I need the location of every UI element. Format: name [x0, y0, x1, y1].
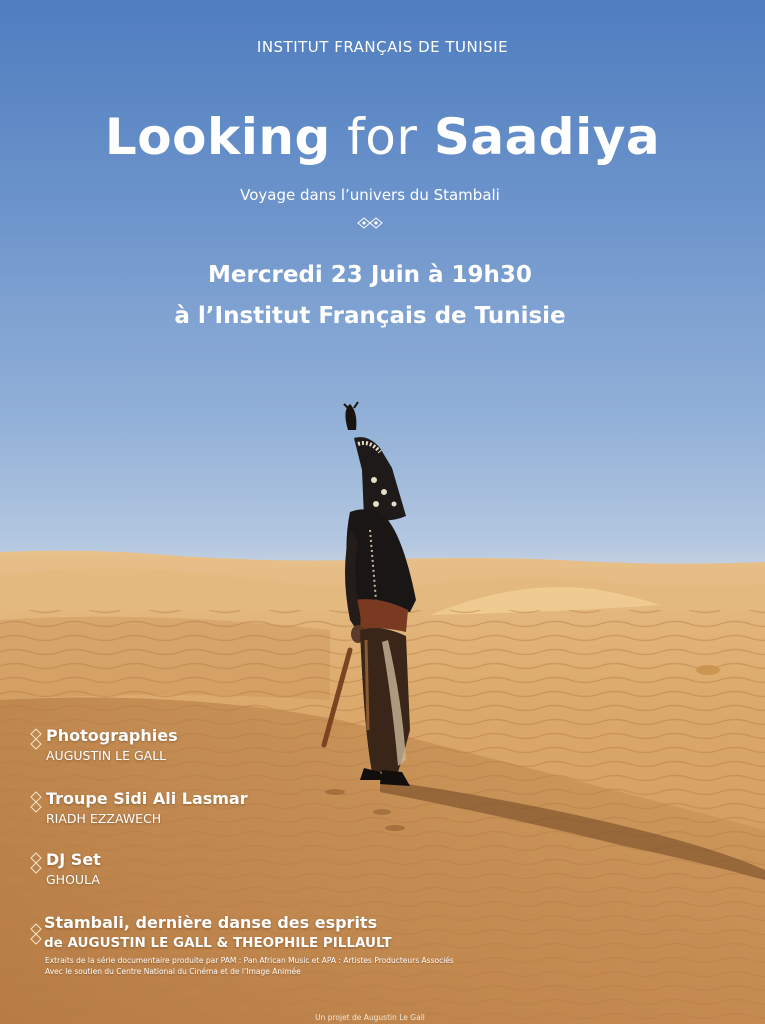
- title-word-for: for: [347, 108, 418, 166]
- support-note: Avec le soutien du Centre National du Cinéma et de l’Image Animée: [45, 967, 301, 976]
- diamond-bullet-icon: [30, 852, 42, 874]
- event-venue: à l’Institut Français de Tunisie: [174, 303, 566, 329]
- title-word-looking: Looking: [104, 108, 331, 166]
- credit-name: de AUGUSTIN LE GALL & THEOPHILE PILLAULT: [44, 935, 392, 951]
- title-word-saadiya: Saadiya: [433, 108, 661, 166]
- diamond-bullet-icon: [30, 791, 42, 813]
- event-date: Mercredi 23 Juin à 19h30: [208, 262, 532, 288]
- diamond-bullet-icon: [30, 728, 42, 750]
- credit-name: GHOULA: [46, 872, 100, 887]
- diamond-ornament-icon: [357, 216, 383, 230]
- credit-name: AUGUSTIN LE GALL: [46, 748, 167, 763]
- institute-name: INSTITUT FRANÇAIS DE TUNISIE: [256, 38, 509, 56]
- credit-title: Stambali, dernière danse des esprits: [44, 913, 378, 932]
- credit-title: Troupe Sidi Ali Lasmar: [46, 789, 248, 808]
- diamond-bullet-icon: [30, 923, 42, 945]
- project-footer: Un projet de Augustin Le Gall: [315, 1013, 425, 1022]
- credit-title: Photographies: [46, 726, 178, 745]
- credit-name: RIADH EZZAWECH: [46, 811, 162, 826]
- poster-subtitle: Voyage dans l’univers du Stambali: [240, 186, 500, 204]
- credit-title: DJ Set: [46, 850, 101, 869]
- production-note: Extraits de la série documentaire produite par PAM : Pan African Music et APA : Artistes Producteurs Associés: [45, 956, 454, 965]
- masked-dancer-figure: [310, 400, 440, 800]
- poster-title: [0, 108, 765, 166]
